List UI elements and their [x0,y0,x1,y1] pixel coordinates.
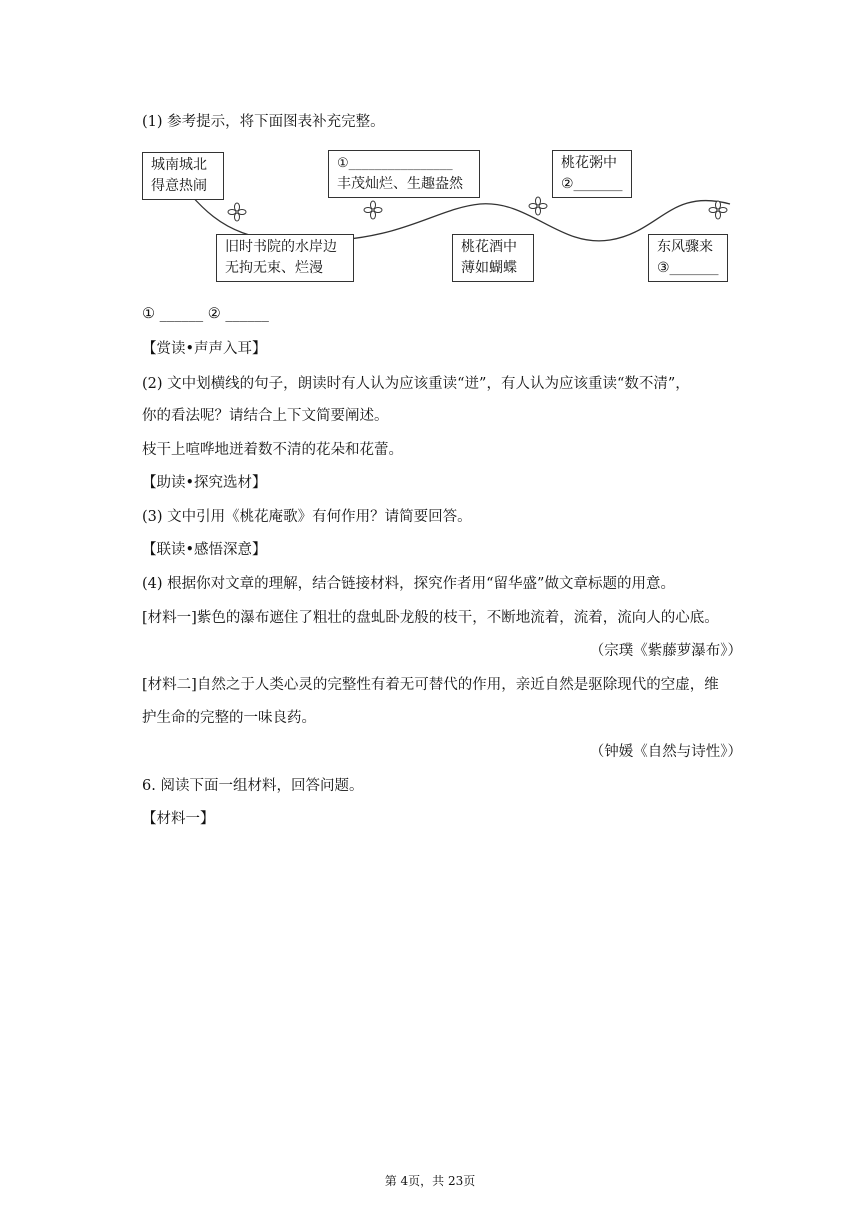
diagram-box-1: 城南城北 得意热闹 [142,152,224,200]
diagram-box-5: 桃花粥中 ②_______ [552,150,632,198]
question-6: 6. 阅读下面一组材料，回答问题。 [142,778,364,794]
diagram-box-6: 东风骤来 ③_______ [648,234,728,282]
question-3: (3) 文中引用《桃花庵歌》有何作用？请简要回答。 [142,509,472,525]
material-2: [材料二]自然之于人类心灵的完整性有着无可替代的作用，亲近自然是驱除现代的空虚，维 [142,677,719,693]
section-heading: 【助读•探究选材】 [142,475,267,491]
question-1: (1) 参考提示，将下面图表补充完整。 [142,114,385,130]
section-heading: 【联读•感悟深意】 [142,542,267,558]
flower-icon [709,201,727,219]
material-2-source: （钟媛《自然与诗性》） [589,744,742,760]
flower-icon [364,201,382,219]
material-2-cont: 护生命的完整的一味良药。 [142,710,316,726]
diagram-box-4: 桃花酒中 薄如蝴蝶 [452,234,534,282]
question-4: (4) 根据你对文章的理解，结合链接材料，探究作者用“留华盛”做文章标题的用意。 [142,576,675,592]
flower-icon [529,197,547,215]
section-heading: 【赏读•声声入耳】 [142,341,267,357]
material-1-source: （宗璞《紫藤萝瀑布》） [589,643,742,659]
material-1: [材料一]紫色的瀑布遮住了粗壮的盘虬卧龙般的枝干，不断地流着，流着，流向人的心底。 [142,610,719,626]
diagram-box-3: ①________________ 丰茂灿烂、生趣盎然 [328,150,480,198]
page-footer: 第 4页，共 23页 [384,1174,476,1188]
diagram-box-2: 旧时书院的水岸边 无拘无束、烂漫 [216,234,354,282]
section-heading: 【材料一】 [142,811,215,827]
question-2-cont: 你的看法呢？请结合上下文简要阐述。 [142,408,389,424]
quoted-sentence: 枝干上喧哗地迸着数不清的花朵和花蕾。 [142,442,403,458]
flower-icon [228,203,246,221]
answer-blanks: ① ______ ② ______ [142,306,269,322]
question-2: (2) 文中划横线的句子，朗读时有人认为应该重读“迸”，有人认为应该重读“数不清”， [142,376,690,392]
